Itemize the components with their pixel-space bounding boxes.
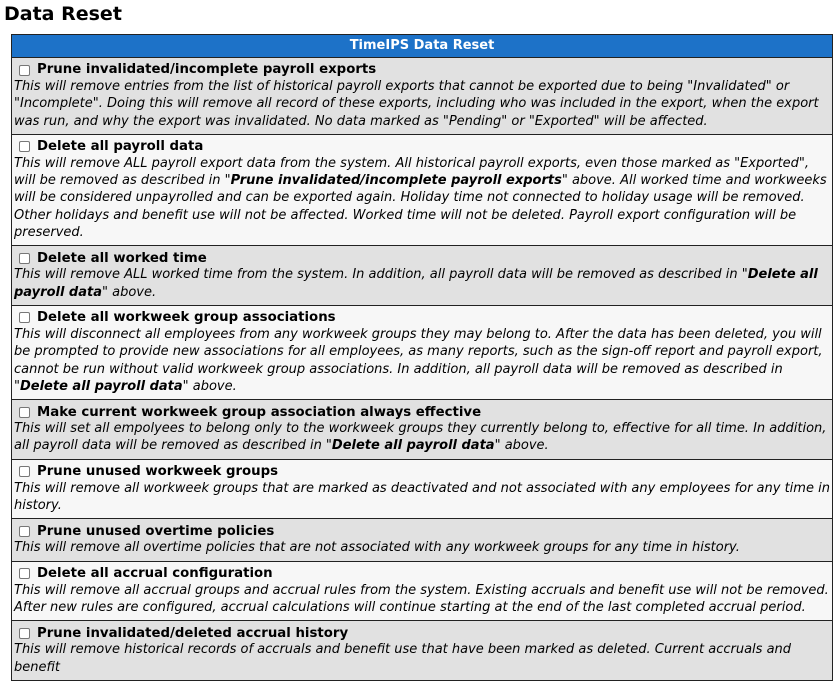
option-checkbox[interactable] — [19, 253, 30, 264]
options-list — [12, 58, 832, 681]
option-description — [14, 155, 830, 241]
option-line — [14, 62, 830, 78]
option-checkbox[interactable] — [19, 65, 30, 76]
option-label[interactable]: Prune unused overtime policies — [37, 523, 275, 539]
option-label[interactable]: Delete all payroll data — [37, 139, 204, 155]
description-text: This will remove all workweek groups that are marked as deactivated and not associated with any employees for any time in history. — [14, 480, 830, 514]
description-text: This will remove entries from the list of historical payroll exports that cannot be exported due to being "Invalidated" or "Incomplete". Doing this will remove all record of these exports, including who was included in the export, when the export was run, and why the export was invalidated. No data marked as "Pending" or "Exported" will be affected. — [14, 79, 819, 129]
option-label[interactable]: Delete all accrual configuration — [37, 566, 273, 581]
option-description — [14, 582, 830, 617]
option-checkbox[interactable] — [19, 141, 30, 152]
description-text: This will remove historical records of accruals and benefit use that have been marked as deleted. Current accruals and benefit — [14, 642, 792, 675]
option-row — [12, 621, 832, 681]
option-line — [14, 139, 830, 155]
description-text: " above. — [182, 378, 237, 394]
option-checkbox[interactable] — [19, 312, 30, 323]
option-line — [14, 250, 830, 266]
option-line — [14, 625, 830, 641]
description-text: " above. — [102, 284, 157, 300]
option-label[interactable]: Make current workweek group association always effective — [37, 404, 482, 420]
panel-header: TimeIPS Data Reset — [12, 35, 832, 58]
description-text: This will set all empolyees to belong only to the workweek groups they currently belong to, effective for all time. In addition, all payroll data will be removed as described in " — [14, 421, 827, 454]
option-label[interactable]: Prune unused workweek groups — [37, 464, 279, 480]
page-title: Data Reset — [4, 3, 122, 25]
option-line — [14, 404, 830, 420]
option-row — [12, 562, 832, 622]
description-text: This will remove all overtime policies that are not associated with any workweek groups for any time in history. — [14, 540, 740, 556]
option-description — [14, 266, 830, 301]
option-label[interactable]: Prune invalidated/deleted accrual history — [37, 625, 349, 641]
option-checkbox[interactable] — [19, 568, 30, 579]
description-text: " above. — [494, 438, 549, 454]
option-row — [12, 400, 832, 460]
description-reference: Prune invalidated/incomplete payroll exports — [230, 173, 562, 189]
option-line — [14, 464, 830, 480]
option-label[interactable]: Delete all worked time — [37, 250, 207, 266]
description-text: " above. All worked time and workweeks will be considered unpayrolled and can be exported again. Holiday time not connected to holiday usage will be removed. Other holidays and benefit use will not be affected. Worked time will not be deleted. Payroll export configuration will be preserved. — [14, 173, 827, 241]
description-text: This will remove all accrual groups and accrual rules from the system. Existing accruals and benefit use will not be removed. After new rules are configured, accrual calculations will continue starting at the end of the last completed accrual period. — [14, 582, 829, 615]
option-description — [14, 539, 830, 556]
description-text: This will remove ALL payroll export data from the system. All historical payroll exports, even those marked as "Exported", will be removed as described in " — [14, 155, 810, 189]
option-description — [14, 641, 830, 676]
option-checkbox[interactable] — [19, 407, 30, 418]
description-reference: Delete all payroll data — [331, 438, 495, 454]
option-description — [14, 326, 830, 395]
option-line — [14, 523, 830, 539]
option-checkbox[interactable] — [19, 628, 30, 639]
option-row — [12, 135, 832, 246]
data-reset-panel — [11, 34, 833, 681]
option-row — [12, 246, 832, 306]
option-row — [12, 58, 832, 135]
description-text: This will remove ALL worked time from the system. In addition, all payroll data will be removed as described in " — [14, 267, 748, 283]
description-text: This will disconnect all employees from any workweek groups they may belong to. After the data has been deleted, you will be prompted to provide new associations for all employees, as many reports, such as the sign-off report and payroll export, cannot be run without valid workweek group associations. In addition, all payroll data will be removed as described in " — [14, 326, 823, 394]
option-line — [14, 566, 830, 582]
option-description — [14, 78, 830, 130]
option-checkbox[interactable] — [19, 466, 30, 477]
option-line — [14, 310, 830, 326]
description-reference: Delete all payroll data — [19, 378, 183, 394]
option-row — [12, 306, 832, 400]
option-checkbox[interactable] — [19, 526, 30, 537]
option-description — [14, 480, 830, 515]
option-row — [12, 519, 832, 561]
description-reference: Delete all payroll data — [14, 267, 818, 300]
option-description — [14, 420, 830, 455]
option-row — [12, 460, 832, 520]
option-label[interactable]: Delete all workweek group associations — [37, 310, 336, 326]
option-label[interactable]: Prune invalidated/incomplete payroll exports — [37, 62, 377, 78]
